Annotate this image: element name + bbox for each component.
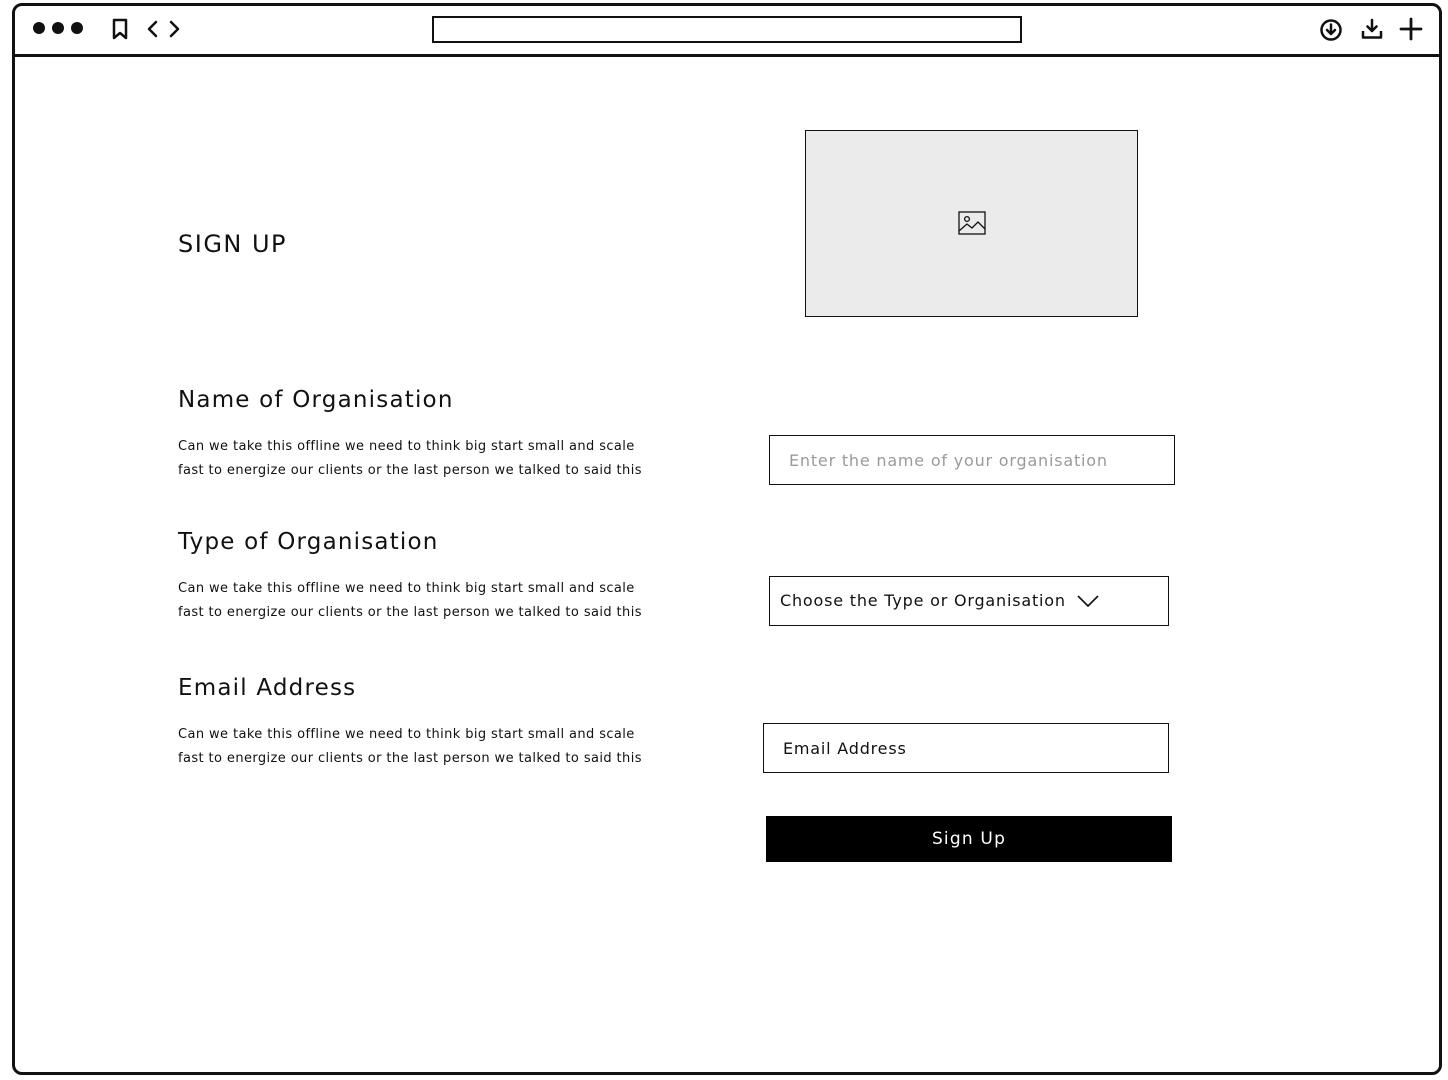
bookmark-icon[interactable] <box>108 17 132 41</box>
new-tab-icon[interactable] <box>1399 17 1423 41</box>
email-heading: Email Address <box>178 675 357 701</box>
org-name-description: Can we take this offline we need to think big start small and scale fast to energize our clients or the last person we talked to said this <box>178 439 642 478</box>
chevron-down-icon <box>1076 593 1100 609</box>
org-type-select-value: Choose the Type or Organisation <box>780 591 1066 610</box>
window-dots-icon[interactable] <box>33 22 83 34</box>
sign-up-button[interactable]: Sign Up <box>766 816 1172 862</box>
email-field[interactable] <box>763 723 1169 773</box>
org-type-select[interactable] <box>769 576 1169 626</box>
page-title: SIGN UP <box>178 230 288 258</box>
image-placeholder-icon <box>958 211 986 235</box>
download-circle-icon[interactable] <box>1319 18 1343 42</box>
org-type-heading: Type of Organisation <box>178 529 439 555</box>
org-name-input[interactable] <box>769 435 1175 485</box>
org-type-description: Can we take this offline we need to think big start small and scale fast to energize our clients or the last person we talked to said this <box>178 581 642 620</box>
email-description: Can we take this offline we need to think big start small and scale fast to energize our clients or the last person we talked to said this <box>178 727 642 766</box>
browser-toolbar <box>12 3 1442 57</box>
org-name-heading: Name of Organisation <box>178 387 454 413</box>
forward-icon[interactable] <box>162 17 186 41</box>
hero-image-placeholder <box>805 130 1138 317</box>
download-tray-icon[interactable] <box>1360 17 1384 41</box>
address-bar[interactable] <box>432 16 1022 43</box>
